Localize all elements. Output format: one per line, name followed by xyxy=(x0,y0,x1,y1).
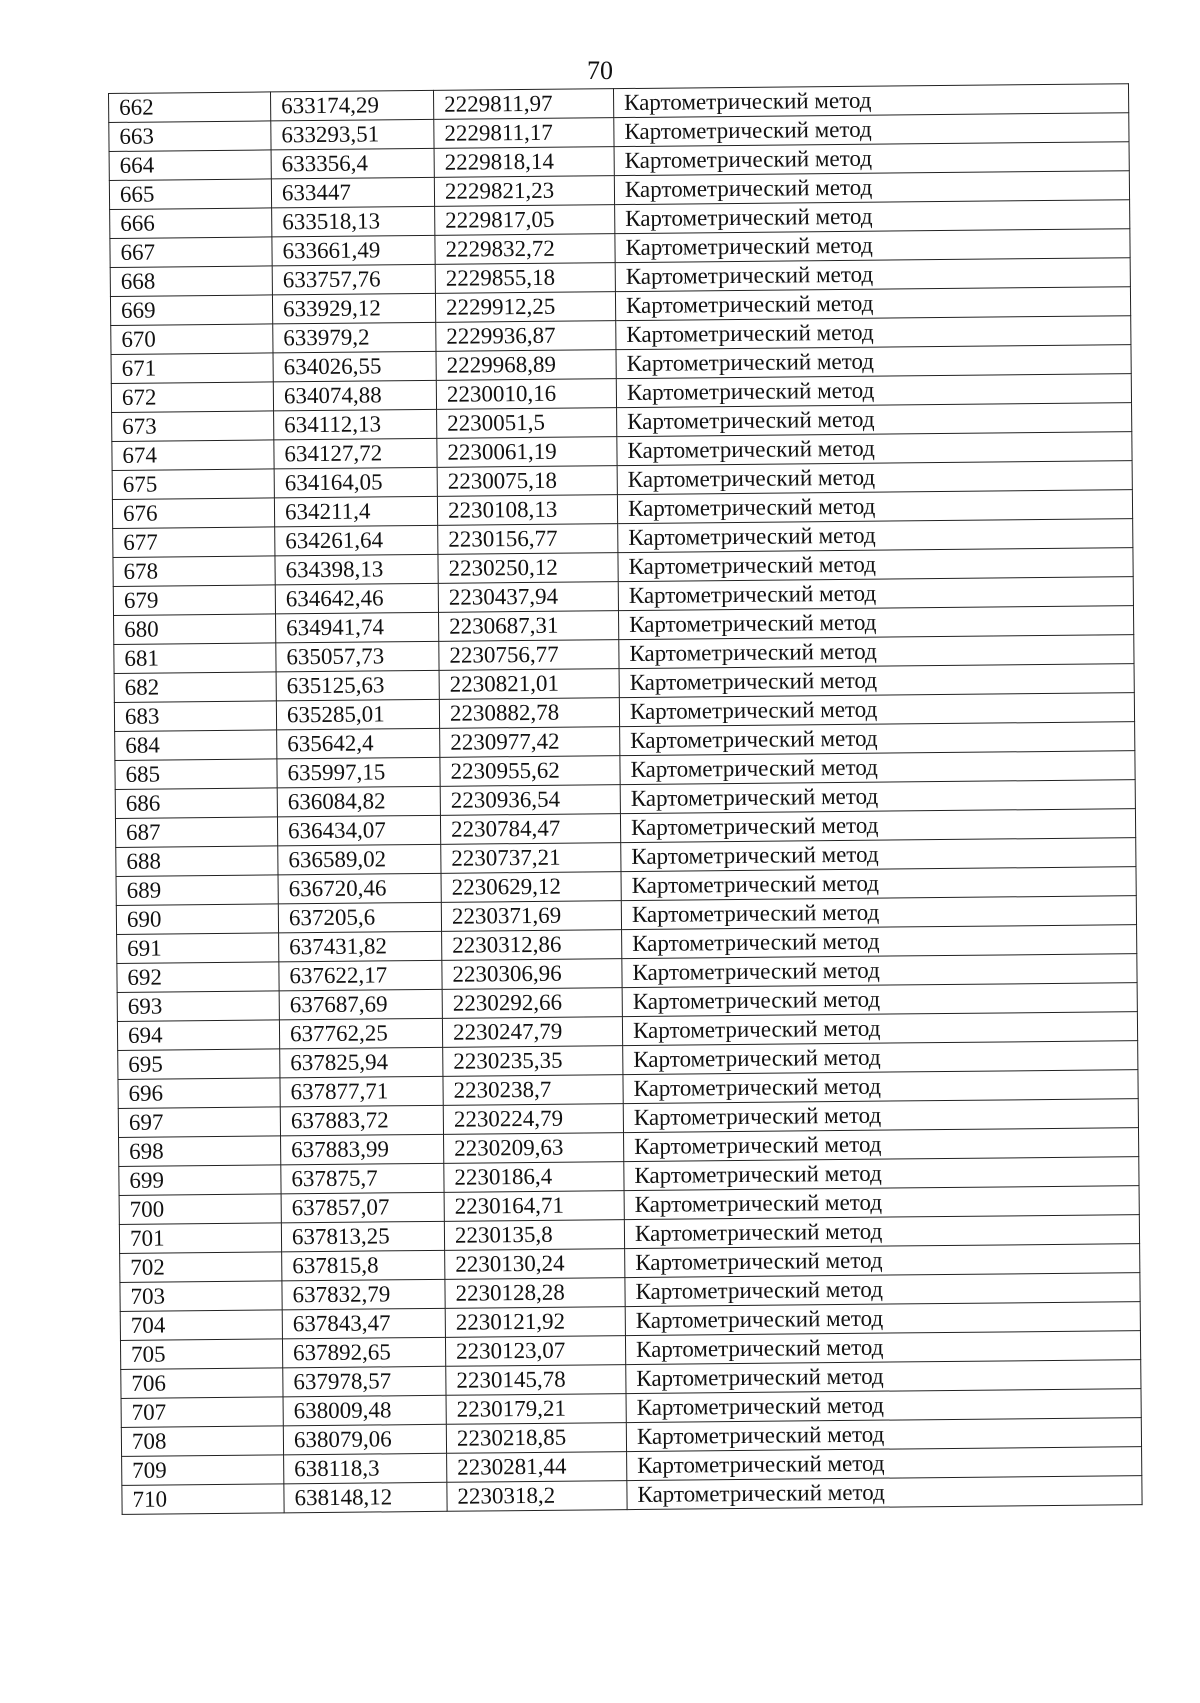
point-number-cell: 684 xyxy=(115,730,277,761)
x-coordinate-cell: 637883,99 xyxy=(281,1134,444,1165)
y-coordinate-cell: 2230371,69 xyxy=(441,901,621,932)
method-cell: Картометрический метод xyxy=(622,925,1137,959)
x-coordinate-cell: 633979,2 xyxy=(273,322,436,353)
y-coordinate-cell: 2230108,13 xyxy=(437,495,617,526)
x-coordinate-cell: 637892,65 xyxy=(282,1337,445,1368)
x-coordinate-cell: 633356,4 xyxy=(271,148,434,179)
y-coordinate-cell: 2229936,87 xyxy=(436,321,616,352)
x-coordinate-cell: 633447 xyxy=(271,177,434,208)
point-number-cell: 701 xyxy=(119,1223,281,1254)
method-cell: Картометрический метод xyxy=(616,316,1131,350)
x-coordinate-cell: 637857,07 xyxy=(281,1192,444,1223)
method-cell: Картометрический метод xyxy=(627,1476,1142,1510)
coordinates-table xyxy=(108,83,1143,1515)
method-cell: Картометрический метод xyxy=(623,1070,1138,1104)
point-number-cell: 670 xyxy=(111,324,273,355)
y-coordinate-cell: 2230821,01 xyxy=(439,669,619,700)
point-number-cell: 679 xyxy=(113,585,275,616)
point-number-cell: 673 xyxy=(112,411,274,442)
method-cell: Картометрический метод xyxy=(627,1447,1142,1481)
y-coordinate-cell: 2229818,14 xyxy=(434,147,614,178)
x-coordinate-cell: 634164,05 xyxy=(274,467,437,498)
point-number-cell: 685 xyxy=(115,759,277,790)
x-coordinate-cell: 634642,46 xyxy=(275,583,438,614)
point-number-cell: 694 xyxy=(117,1020,279,1051)
method-cell: Картометрический метод xyxy=(618,577,1133,611)
x-coordinate-cell: 633174,29 xyxy=(270,90,433,121)
x-coordinate-cell: 633757,76 xyxy=(272,264,435,295)
y-coordinate-cell: 2230250,12 xyxy=(438,553,618,584)
method-cell: Картометрический метод xyxy=(623,1041,1138,1075)
x-coordinate-cell: 635125,63 xyxy=(276,670,439,701)
point-number-cell: 681 xyxy=(114,643,276,674)
point-number-cell: 698 xyxy=(119,1136,281,1167)
point-number-cell: 663 xyxy=(109,121,271,152)
method-cell: Картометрический метод xyxy=(615,229,1130,263)
x-coordinate-cell: 635642,4 xyxy=(277,728,440,759)
x-coordinate-cell: 633929,12 xyxy=(272,293,435,324)
method-cell: Картометрический метод xyxy=(621,838,1136,872)
x-coordinate-cell: 637832,79 xyxy=(282,1279,445,1310)
x-coordinate-cell: 634398,13 xyxy=(275,554,438,585)
method-cell: Картометрический метод xyxy=(622,954,1137,988)
method-cell: Картометрический метод xyxy=(618,548,1133,582)
x-coordinate-cell: 634074,88 xyxy=(273,380,436,411)
method-cell: Картометрический метод xyxy=(624,1215,1139,1249)
y-coordinate-cell: 2230629,12 xyxy=(441,872,621,903)
method-cell: Картометрический метод xyxy=(625,1273,1140,1307)
point-number-cell: 691 xyxy=(117,933,279,964)
method-cell: Картометрический метод xyxy=(626,1389,1141,1423)
x-coordinate-cell: 638079,06 xyxy=(283,1424,446,1455)
y-coordinate-cell: 2230247,79 xyxy=(442,1017,622,1048)
y-coordinate-cell: 2230130,24 xyxy=(445,1249,625,1280)
method-cell: Картометрический метод xyxy=(626,1360,1141,1394)
y-coordinate-cell: 2230075,18 xyxy=(437,466,617,497)
y-coordinate-cell: 2230186,4 xyxy=(444,1162,624,1193)
x-coordinate-cell: 637815,8 xyxy=(282,1250,445,1281)
point-number-cell: 692 xyxy=(117,962,279,993)
point-number-cell: 709 xyxy=(122,1455,284,1486)
y-coordinate-cell: 2230209,63 xyxy=(444,1133,624,1164)
point-number-cell: 665 xyxy=(109,179,271,210)
point-number-cell: 710 xyxy=(122,1484,284,1515)
point-number-cell: 703 xyxy=(120,1281,282,1312)
point-number-cell: 680 xyxy=(114,614,276,645)
point-number-cell: 693 xyxy=(117,991,279,1022)
point-number-cell: 705 xyxy=(120,1339,282,1370)
y-coordinate-cell: 2230312,86 xyxy=(442,930,622,961)
y-coordinate-cell: 2229968,89 xyxy=(436,350,616,381)
y-coordinate-cell: 2229912,25 xyxy=(435,292,615,323)
y-coordinate-cell: 2230224,79 xyxy=(443,1104,623,1135)
method-cell: Картометрический метод xyxy=(615,200,1130,234)
point-number-cell: 704 xyxy=(120,1310,282,1341)
point-number-cell: 677 xyxy=(113,527,275,558)
y-coordinate-cell: 2230306,96 xyxy=(442,959,622,990)
method-cell: Картометрический метод xyxy=(620,722,1135,756)
method-cell: Картометрический метод xyxy=(619,693,1134,727)
y-coordinate-cell: 2229811,17 xyxy=(434,118,614,149)
method-cell: Картометрический метод xyxy=(620,780,1135,814)
point-number-cell: 674 xyxy=(112,440,274,471)
point-number-cell: 697 xyxy=(118,1107,280,1138)
x-coordinate-cell: 636434,07 xyxy=(277,815,440,846)
point-number-cell: 675 xyxy=(112,469,274,500)
point-number-cell: 702 xyxy=(120,1252,282,1283)
method-cell: Картометрический метод xyxy=(614,171,1129,205)
point-number-cell: 690 xyxy=(116,904,278,935)
x-coordinate-cell: 637622,17 xyxy=(279,960,442,991)
method-cell: Картометрический метод xyxy=(617,490,1132,524)
y-coordinate-cell: 2229855,18 xyxy=(435,263,615,294)
point-number-cell: 695 xyxy=(118,1049,280,1080)
point-number-cell: 678 xyxy=(113,556,275,587)
x-coordinate-cell: 637813,25 xyxy=(281,1221,444,1252)
point-number-cell: 688 xyxy=(116,846,278,877)
method-cell: Картометрический метод xyxy=(615,258,1130,292)
method-cell: Картометрический метод xyxy=(624,1128,1139,1162)
y-coordinate-cell: 2230281,44 xyxy=(447,1452,627,1483)
y-coordinate-cell: 2229817,05 xyxy=(435,205,615,236)
method-cell: Картометрический метод xyxy=(625,1331,1140,1365)
coordinates-table-body xyxy=(109,84,1143,1515)
method-cell: Картометрический метод xyxy=(624,1186,1139,1220)
y-coordinate-cell: 2230737,21 xyxy=(441,843,621,874)
y-coordinate-cell: 2230218,85 xyxy=(446,1423,626,1454)
x-coordinate-cell: 635997,15 xyxy=(277,757,440,788)
y-coordinate-cell: 2230135,8 xyxy=(444,1220,624,1251)
x-coordinate-cell: 633518,13 xyxy=(272,206,435,237)
method-cell: Картометрический метод xyxy=(625,1244,1140,1278)
x-coordinate-cell: 638148,12 xyxy=(284,1482,447,1513)
x-coordinate-cell: 637843,47 xyxy=(282,1308,445,1339)
x-coordinate-cell: 637431,82 xyxy=(279,931,442,962)
method-cell: Картометрический метод xyxy=(618,606,1133,640)
method-cell: Картометрический метод xyxy=(620,751,1135,785)
point-number-cell: 686 xyxy=(115,788,277,819)
y-coordinate-cell: 2230955,62 xyxy=(440,756,620,787)
y-coordinate-cell: 2230687,31 xyxy=(439,611,619,642)
page-number: 70 xyxy=(587,56,613,85)
point-number-cell: 662 xyxy=(109,92,271,123)
point-number-cell: 700 xyxy=(119,1194,281,1225)
point-number-cell: 666 xyxy=(110,208,272,239)
y-coordinate-cell: 2230882,78 xyxy=(439,698,619,729)
x-coordinate-cell: 635285,01 xyxy=(276,699,439,730)
x-coordinate-cell: 634026,55 xyxy=(273,351,436,382)
method-cell: Картометрический метод xyxy=(617,432,1132,466)
y-coordinate-cell: 2230164,71 xyxy=(444,1191,624,1222)
point-number-cell: 683 xyxy=(114,701,276,732)
y-coordinate-cell: 2230784,47 xyxy=(440,814,620,845)
point-number-cell: 708 xyxy=(121,1426,283,1457)
method-cell: Картометрический метод xyxy=(618,519,1133,553)
x-coordinate-cell: 636589,02 xyxy=(278,844,441,875)
y-coordinate-cell: 2230121,92 xyxy=(445,1307,625,1338)
method-cell: Картометрический метод xyxy=(619,635,1134,669)
point-number-cell: 671 xyxy=(111,353,273,384)
method-cell: Картометрический метод xyxy=(622,1012,1137,1046)
x-coordinate-cell: 637205,6 xyxy=(278,902,441,933)
method-cell: Картометрический метод xyxy=(615,287,1130,321)
y-coordinate-cell: 2230128,28 xyxy=(445,1278,625,1309)
y-coordinate-cell: 2230123,07 xyxy=(445,1336,625,1367)
y-coordinate-cell: 2230235,35 xyxy=(443,1046,623,1077)
point-number-cell: 672 xyxy=(111,382,273,413)
method-cell: Картометрический метод xyxy=(614,113,1129,147)
point-number-cell: 668 xyxy=(110,266,272,297)
y-coordinate-cell: 2230145,78 xyxy=(446,1365,626,1396)
y-coordinate-cell: 2230936,54 xyxy=(440,785,620,816)
y-coordinate-cell: 2230179,21 xyxy=(446,1394,626,1425)
point-number-cell: 696 xyxy=(118,1078,280,1109)
method-cell: Картометрический метод xyxy=(620,809,1135,843)
x-coordinate-cell: 637877,71 xyxy=(280,1076,443,1107)
x-coordinate-cell: 637825,94 xyxy=(280,1047,443,1078)
y-coordinate-cell: 2230437,94 xyxy=(438,582,618,613)
method-cell: Картометрический метод xyxy=(613,84,1128,118)
y-coordinate-cell: 2229832,72 xyxy=(435,234,615,265)
x-coordinate-cell: 637978,57 xyxy=(283,1366,446,1397)
method-cell: Картометрический метод xyxy=(626,1418,1141,1452)
method-cell: Картометрический метод xyxy=(617,461,1132,495)
point-number-cell: 699 xyxy=(119,1165,281,1196)
method-cell: Картометрический метод xyxy=(614,142,1129,176)
y-coordinate-cell: 2230010,16 xyxy=(436,379,616,410)
x-coordinate-cell: 637687,69 xyxy=(279,989,442,1020)
y-coordinate-cell: 2230156,77 xyxy=(438,524,618,555)
point-number-cell: 664 xyxy=(109,150,271,181)
x-coordinate-cell: 634112,13 xyxy=(274,409,437,440)
method-cell: Картометрический метод xyxy=(625,1302,1140,1336)
method-cell: Картометрический метод xyxy=(623,1099,1138,1133)
x-coordinate-cell: 635057,73 xyxy=(276,641,439,672)
x-coordinate-cell: 638118,3 xyxy=(284,1453,447,1484)
point-number-cell: 669 xyxy=(110,295,272,326)
y-coordinate-cell: 2229811,97 xyxy=(433,89,613,120)
point-number-cell: 676 xyxy=(112,498,274,529)
method-cell: Картометрический метод xyxy=(616,345,1131,379)
y-coordinate-cell: 2230061,19 xyxy=(437,437,617,468)
method-cell: Картометрический метод xyxy=(619,664,1134,698)
method-cell: Картометрический метод xyxy=(616,374,1131,408)
method-cell: Картометрический метод xyxy=(621,896,1136,930)
point-number-cell: 689 xyxy=(116,875,278,906)
point-number-cell: 682 xyxy=(114,672,276,703)
x-coordinate-cell: 634127,72 xyxy=(274,438,437,469)
x-coordinate-cell: 634941,74 xyxy=(276,612,439,643)
y-coordinate-cell: 2229821,23 xyxy=(434,176,614,207)
y-coordinate-cell: 2230292,66 xyxy=(442,988,622,1019)
x-coordinate-cell: 637883,72 xyxy=(280,1105,443,1136)
x-coordinate-cell: 636720,46 xyxy=(278,873,441,904)
method-cell: Картометрический метод xyxy=(624,1157,1139,1191)
point-number-cell: 667 xyxy=(110,237,272,268)
y-coordinate-cell: 2230756,77 xyxy=(439,640,619,671)
x-coordinate-cell: 637762,25 xyxy=(279,1018,442,1049)
point-number-cell: 706 xyxy=(121,1368,283,1399)
x-coordinate-cell: 633661,49 xyxy=(272,235,435,266)
y-coordinate-cell: 2230238,7 xyxy=(443,1075,623,1106)
x-coordinate-cell: 634261,64 xyxy=(275,525,438,556)
point-number-cell: 687 xyxy=(115,817,277,848)
method-cell: Картометрический метод xyxy=(622,983,1137,1017)
x-coordinate-cell: 636084,82 xyxy=(277,786,440,817)
x-coordinate-cell: 637875,7 xyxy=(281,1163,444,1194)
x-coordinate-cell: 634211,4 xyxy=(274,496,437,527)
y-coordinate-cell: 2230977,42 xyxy=(440,727,620,758)
y-coordinate-cell: 2230318,2 xyxy=(447,1481,627,1512)
x-coordinate-cell: 638009,48 xyxy=(283,1395,446,1426)
method-cell: Картометрический метод xyxy=(621,867,1136,901)
method-cell: Картометрический метод xyxy=(617,403,1132,437)
y-coordinate-cell: 2230051,5 xyxy=(437,408,617,439)
point-number-cell: 707 xyxy=(121,1397,283,1428)
x-coordinate-cell: 633293,51 xyxy=(271,119,434,150)
